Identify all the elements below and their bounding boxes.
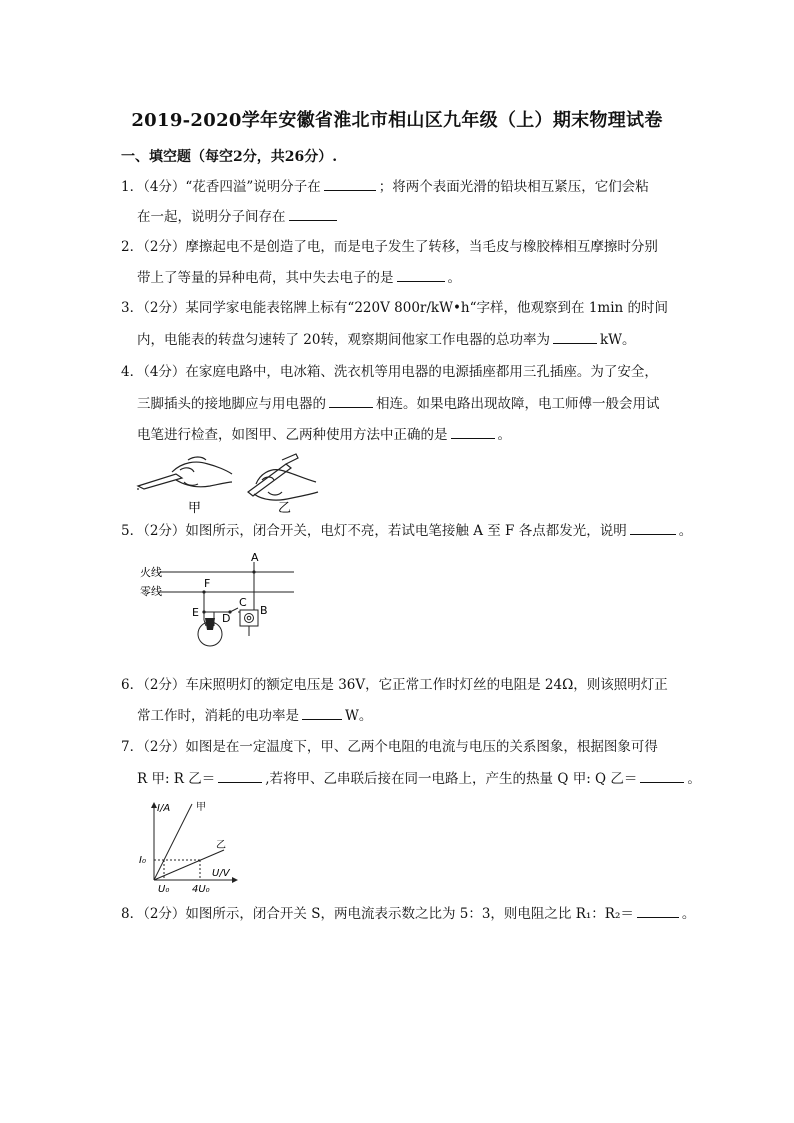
point-c: C	[239, 596, 247, 609]
q6-text-b: 常工作时，消耗的电功率是	[137, 708, 299, 724]
question-4-line-2	[137, 393, 660, 414]
circuit-figure	[138, 548, 300, 660]
q2-blank[interactable]	[397, 267, 445, 282]
question-6-line-1	[121, 675, 668, 695]
fig-label-jia: 甲	[188, 501, 202, 514]
q2-text-a: 2．（2分）摩擦起电不是创造了电，而是电子发生了转移，当毛皮与橡胶棒相互摩擦时分别	[121, 239, 658, 255]
question-3-line-2	[137, 329, 636, 350]
q3-text-c: kW。	[599, 332, 636, 348]
point-b: B	[260, 604, 268, 617]
q2-text-c: 。	[447, 270, 461, 286]
label-live-wire: 火线	[140, 566, 162, 579]
question-4-line-3	[137, 424, 511, 445]
q3-text-b: 内，电能表的转盘匀速转了 20转，观察期间他家工作电器的总功率为	[137, 332, 550, 348]
q2-text-b: 带上了等量的异种电荷，其中失去电子的是	[137, 270, 394, 286]
q4-text-a: 4．（4分）在家庭电路中，电冰箱、洗衣机等用电器的电源插座都用三孔插座。为了安全，	[121, 364, 658, 380]
q3-text-a: 3．（2分）某同学家电能表铭牌上标有“220V 800r/kW•h“字样，他观察到在 1min 的时间	[121, 300, 669, 316]
q1-text-b: ；将两个表面光滑的铅块相互紧压，它们会粘	[378, 179, 649, 195]
point-d: D	[222, 612, 231, 625]
q5-text-a: 5．（2分）如图所示，闭合开关，电灯不亮，若试电笔接触 A 至 F 各点都发光，说明	[121, 523, 627, 539]
q1-text-c: 在一起，说明分子间存在	[137, 209, 286, 225]
q5-blank[interactable]	[630, 520, 676, 535]
q7-blank-1[interactable]	[218, 768, 262, 783]
hand-yi-icon	[248, 454, 318, 500]
question-2-line-2	[137, 267, 461, 288]
q6-blank[interactable]	[302, 705, 342, 720]
question-7-line-1	[121, 737, 658, 757]
q8-text-b: 。	[681, 906, 696, 922]
q1-text-a: 1．（4分）“花香四溢”说明分子在	[121, 179, 321, 195]
question-4-line-1	[121, 362, 658, 382]
hand-jia-icon	[138, 457, 232, 490]
question-1-line-2	[137, 206, 340, 227]
q7-text-b: R 甲: R 乙＝	[137, 771, 216, 787]
question-6-line-2	[137, 705, 372, 726]
q7-text-a: 7．（2分）如图是在一定温度下，甲、乙两个电阻的电流与电压的关系图象，根据图象可得	[121, 739, 658, 755]
tick-u0: U₀	[158, 884, 170, 894]
q5-text-b: 。	[678, 523, 693, 539]
series-label-yi: 乙	[216, 840, 226, 851]
q4-blank-1[interactable]	[329, 393, 373, 408]
line-jia	[154, 804, 192, 880]
q8-text-a: 8．（2分）如图所示，闭合开关 S，两电流表示数之比为 5：3，则电阻之比 R₁：R₂＝	[121, 906, 634, 922]
section-title: 一、填空题（每空2分，共26分）.	[121, 149, 338, 165]
q7-blank-2[interactable]	[640, 768, 684, 783]
q4-text-b: 三脚插头的接地脚应与用电器的	[137, 396, 326, 412]
label-neutral-wire: 零线	[140, 585, 162, 598]
test-pen-figure	[136, 452, 321, 514]
point-f: F	[204, 577, 211, 590]
page-title: 2019-2020学年安徽省淮北市相山区九年级（上）期末物理试卷	[131, 110, 663, 131]
iu-graph	[136, 800, 242, 894]
q3-blank[interactable]	[553, 329, 597, 344]
q4-text-c: 相连。如果电路出现故障，电工师傅一般会用试	[376, 396, 660, 412]
question-8-line-1	[121, 903, 695, 924]
q4-text-d: 电笔进行检查，如图甲、乙两种使用方法中正确的是	[137, 427, 448, 443]
question-3-line-1	[121, 298, 668, 318]
q4-text-e: 。	[497, 427, 511, 443]
point-a: A	[251, 551, 259, 564]
x-axis-label: U/V	[212, 868, 230, 879]
question-5-line-1	[121, 520, 692, 541]
q4-blank-2[interactable]	[451, 424, 495, 439]
q1-blank-1[interactable]	[324, 176, 376, 191]
question-1-line-1	[121, 176, 649, 197]
tick-4u0: 4U₀	[192, 884, 210, 894]
q6-text-c: W。	[345, 708, 373, 724]
y-axis-label: I/A	[157, 803, 171, 814]
question-2-line-1	[121, 237, 658, 257]
q8-blank[interactable]	[637, 903, 679, 918]
q7-text-c: ,若将甲、乙串联后接在同一电路上，产生的热量 Q 甲: Q 乙＝	[265, 771, 638, 787]
q1-blank-2[interactable]	[289, 206, 337, 221]
tick-i0: I₀	[139, 855, 146, 866]
point-e: E	[192, 606, 199, 619]
fig-label-yi: 乙	[278, 501, 292, 514]
series-label-jia: 甲	[196, 802, 206, 813]
q7-text-d: 。	[687, 771, 701, 787]
q6-text-a: 6．（2分）车床照明灯的额定电压是 36V，它正常工作时灯丝的电阻是 24Ω，则该照明灯正	[121, 677, 668, 693]
question-7-line-2	[137, 768, 701, 789]
